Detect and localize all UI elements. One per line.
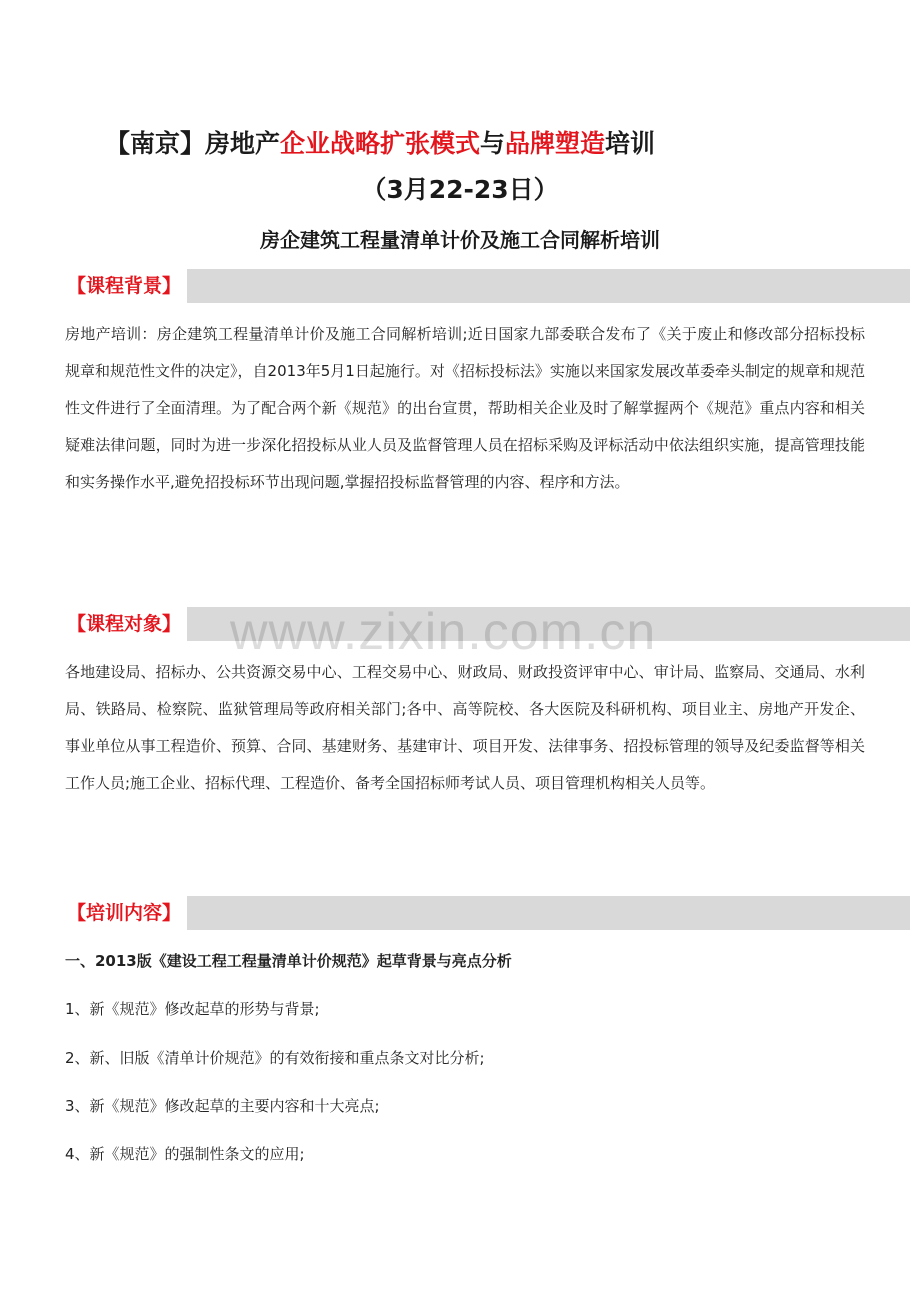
document-title	[0, 124, 920, 164]
title-suffix: 培训	[605, 129, 656, 158]
event-date: （3月22-23日）	[361, 175, 559, 204]
watermark: www.zixin.com.cn	[230, 603, 657, 661]
content-list-item: 2、新、旧版《清单计价规范》的有效衔接和重点条文对比分析;	[65, 1049, 485, 1067]
background-paragraph: 房地产培训：房企建筑工程量清单计价及施工合同解析培训;近日国家九部委联合发布了《关于废止和修改部分招标投标规章和规范性文件的决定》，自2013年5月1日起施行。对《招标投标法》实施以来国家发展改革委牵头制定的规章和规范性文件进行了全面清理。为了配合两个新《规范》的出台宣贯，帮助相关企业及时了解掌握两个《规范》重点内容和相关疑难法律问题，同时为进一步深化招投标从业人员及监督管理人员在招标采购及评标活动中依法组织实施，提高管理技能和实务操作水平,避免招投标环节出现问题,掌握招投标监督管理的内容、程序和方法。	[65, 325, 865, 491]
document-subtitle: 房企建筑工程量清单计价及施工合同解析培训	[260, 228, 660, 252]
section-header-background	[65, 269, 910, 303]
content-list-item: 4、新《规范》的强制性条文的应用;	[65, 1145, 305, 1163]
section-header-content	[65, 896, 910, 930]
content-list-item: 3、新《规范》修改起草的主要内容和十大亮点;	[65, 1097, 380, 1115]
title-highlight-strategy: 企业战略扩张模式	[279, 129, 480, 158]
title-prefix: 【南京】房地产	[104, 129, 280, 158]
audience-paragraph: 各地建设局、招标办、公共资源交易中心、工程交易中心、财政局、财政投资评审中心、审计局、监察局、交通局、水利局、铁路局、检察院、监狱管理局等政府相关部门;各中、高等院校、各大医院及科研机构、项目业主、房地产开发企、事业单位从事工程造价、预算、合同、基建财务、基建审计、项目开发、法律事务、招投标管理的领导及纪委监督等相关工作人员;施工企业、招标代理、工程造价、备考全国招标师考试人员、项目管理机构相关人员等。	[65, 663, 865, 792]
title-connector: 与	[479, 129, 505, 158]
section-heading-content: 【培训内容】	[65, 896, 187, 930]
section-heading-background: 【课程背景】	[65, 269, 187, 303]
content-part-title: 一、2013版《建设工程工程量清单计价规范》起草背景与亮点分析	[65, 952, 512, 970]
content-list-item: 1、新《规范》修改起草的形势与背景;	[65, 1000, 320, 1018]
title-highlight-brand: 品牌塑造	[505, 129, 606, 158]
section-heading-audience: 【课程对象】	[65, 607, 187, 641]
